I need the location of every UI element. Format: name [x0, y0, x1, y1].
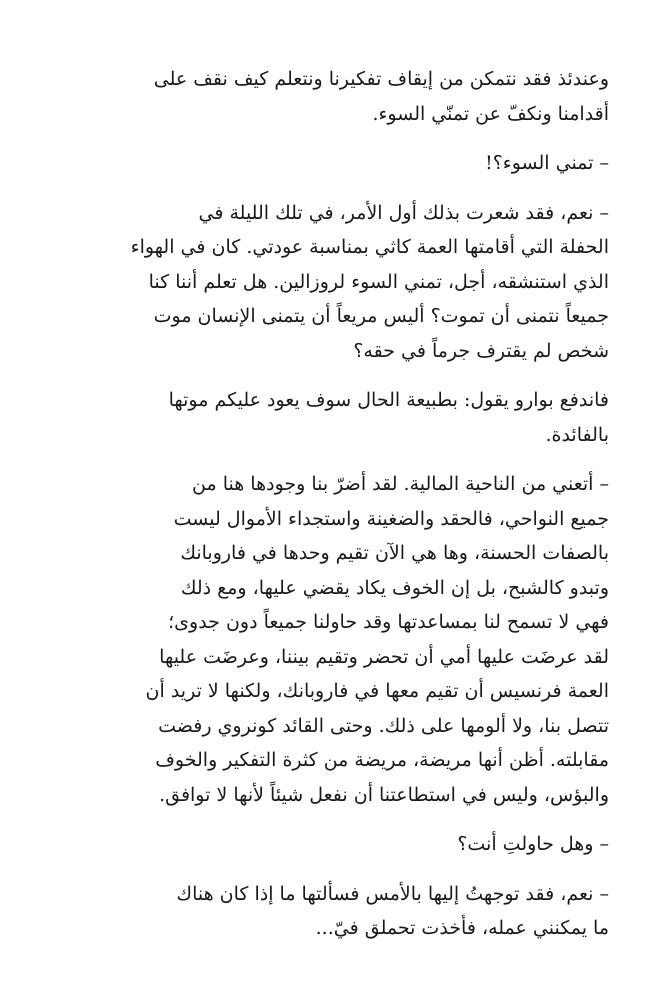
text-line: الذي استنشقه، أجل، تمني السوء لروزالين. هل تعلم أننا كنا — [148, 270, 609, 293]
paragraph — [64, 383, 609, 452]
text-line: – نعم، فقد توجهتُ إليها بالأمس فسألتها ما إذا كان هناك — [176, 882, 609, 905]
text-line: بالصفات الحسنة، وها هي الآن تقيم وحدها في فاروبانك — [180, 542, 609, 564]
text-line: – أتعني من الناحية المالية. لقد أضرّ بنا وجودها هنا من — [192, 473, 609, 495]
text-line: – وهل حاولتِ أنت؟ — [457, 833, 609, 855]
text-line: لقد عرضَت عليها أمي أن تحضر وتقيم بيننا، وعرضَت عليها — [159, 645, 609, 668]
text-line: جميع النواحي، فالحقد والضغينة واستجداء الأموال ليست — [173, 507, 609, 530]
text-line: والبؤس، وليس في استطاعتنا أن نفعل شيئاً لأنها لا توافق. — [159, 783, 609, 806]
text-line: جميعاً نتمنى أن تموت؟ أليس مريعاً أن يتمنى الإنسان موت — [153, 305, 609, 327]
text-line: فهي لا تسمح لنا بمساعدتها وقد حاولنا جميعاً دون جدوى؛ — [168, 611, 609, 633]
paragraph — [64, 467, 609, 812]
text-line: وعندئذ فقد نتمكن من إيقاف تفكيرنا ونتعلم كيف نقف على — [153, 68, 609, 90]
paragraph — [64, 62, 609, 131]
text-line: بالفائدة. — [545, 423, 609, 446]
text-line: أقدامنا ونكفّ عن تمنّي السوء. — [372, 102, 609, 125]
paragraph — [64, 827, 609, 862]
text-line: شخص لم يقترف جرماً في حقه؟ — [353, 339, 609, 362]
paragraph — [64, 196, 609, 369]
book-page — [64, 62, 609, 961]
text-line: تتصل بنا، ولا ألومها على ذلك. وحتى القائد كونروي رفضت — [158, 714, 609, 737]
text-line: – نعم، فقد شعرت بذلك أول الأمر، في تلك الليلة في — [198, 201, 609, 224]
text-line: العمة فرنسيس أن تقيم معها في فاروبانك، ولكنها لا تريد أن — [145, 680, 609, 702]
text-line: وتبدو كالشبح، بل إن الخوف يكاد يقضي عليها، ومع ذلك — [180, 576, 609, 599]
text-line: الحفلة التي أقامتها العمة كاثي بمناسبة عودتي. كان في الهواء — [130, 236, 609, 258]
text-line: مقابلته. أظن أنها مريضة، مريضة من كثرة التفكير والخوف — [155, 749, 609, 771]
text-line: فاندفع بوارو يقول: بطبيعة الحال سوف يعود عليكم موتها — [168, 389, 609, 411]
text-line: ما يمكنني عمله، فأخذت تحملق فيّ... — [315, 917, 609, 939]
paragraph — [64, 877, 609, 946]
paragraph — [64, 146, 609, 181]
text-line: – تمني السوء؟! — [485, 152, 609, 174]
